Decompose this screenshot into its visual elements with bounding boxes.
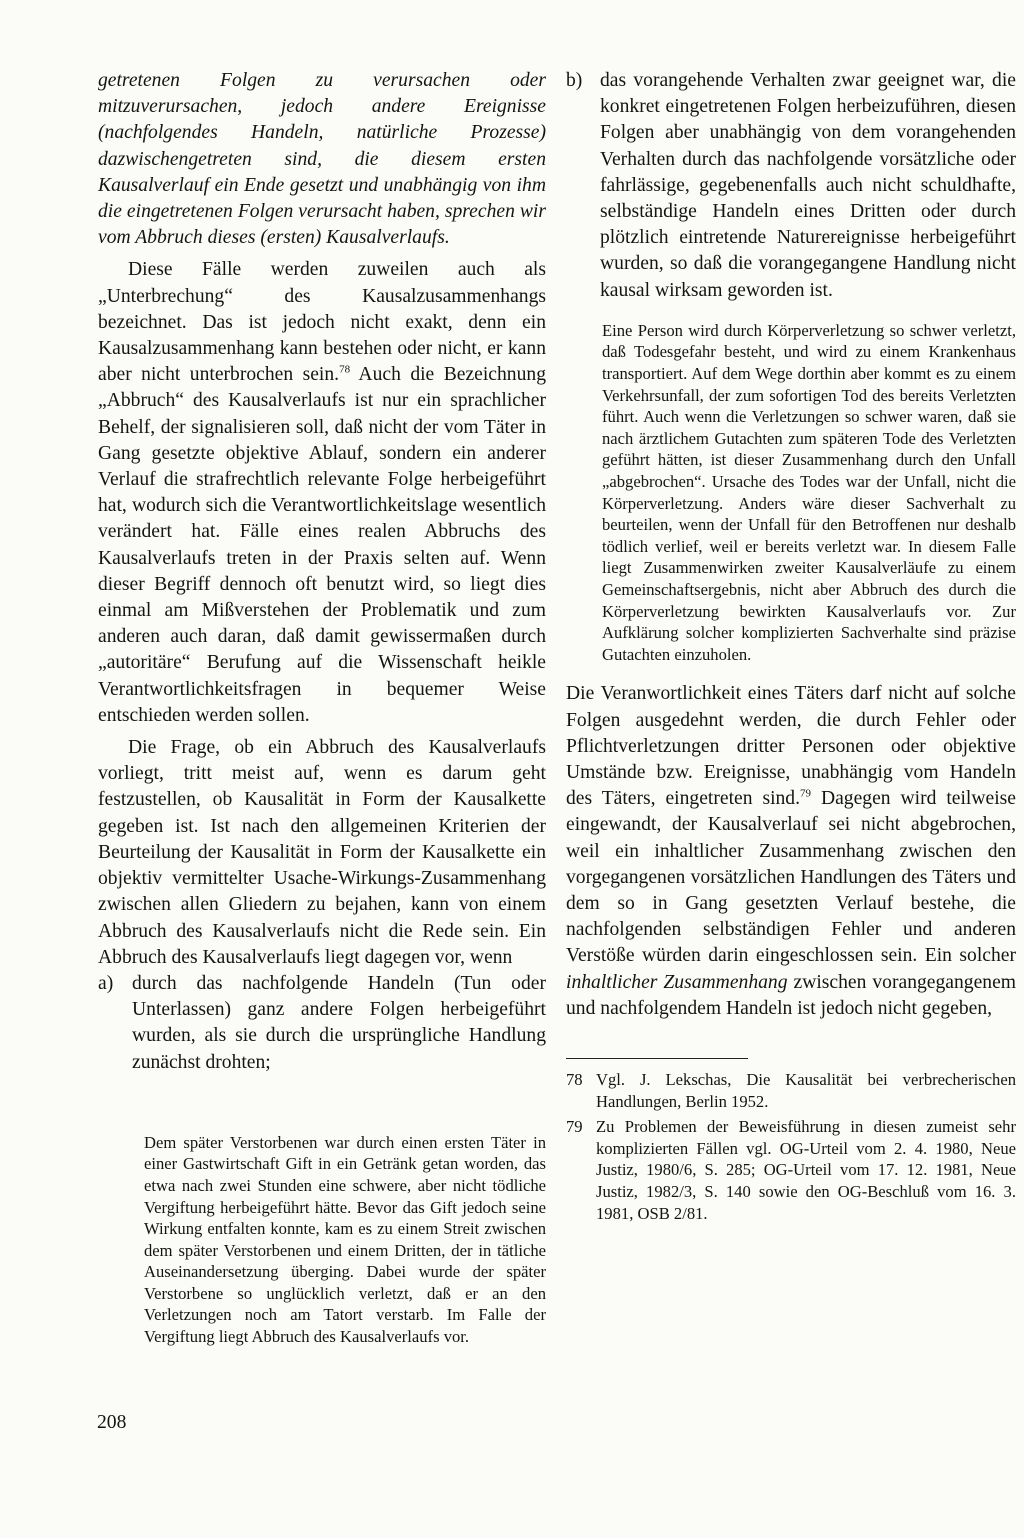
right-column <box>566 68 1016 1228</box>
list-item-text: durch das nachfolgende Handeln (Tun oder Unterlassen) ganz andere Folgen herbeigeführt wurden, als sie durch die ursprüngliche Handlung zunächst drohten; <box>132 972 546 1073</box>
paragraph-text: Die Veranwortlichkeit eines Täters darf nicht auf solche Folgen ausgedehnt werden, die durch Fehler oder Pflichtverletzungen dritter Personen oder objektive Umstände bzw. Ereignisse, unabhängig vom Handeln des Täters, eingetreten sind. <box>566 683 1016 810</box>
footnote-78 <box>566 1069 1016 1112</box>
footnote-marker: 78 <box>566 1069 583 1089</box>
paragraph-frage: Die Frage, ob ein Abbruch des Kausalverlaufs vorliegt, tritt meist auf, wenn es darum geht festzustellen, ob Kausalität in Form der Kausalkette gegeben ist. Ist nach den allgemeinen Kriterien der Beurteilung der Kausalität in Form der Kausalkette ein objektiv vermittelter Usache-Wirkungs-Zusammenhang zwischen allen Gliedern zu bejahen, kann von einem Abbruch des Kausalverlaufs nicht die Rede sein. Ein Abbruch des Kausalverlaufs liegt dagegen vor, wenn <box>98 737 546 968</box>
example-poisoning: Dem später Verstorbenen war durch einen ersten Täter in einer Gastwirtschaft Gift in ein Getränk getan worden, das etwa nach zwei Stunden eine schwere, aber nicht tödliche Vergiftung herbeigeführt hätte. Bevor das Gift jedoch seine Wirkung entfalten konnte, kam es zu einem Streit zwischen dem später Verstorbenen und einem Dritten, der in tätliche Auseinandersetzung überging. Dabei wurde der später Verstorbene so unglücklich verletzt, daß er an den Verletzungen noch am Tatort verstarb. Im Falle der Vergiftung liegt Abbruch des Kausalverlaufs vor. <box>144 1132 546 1347</box>
paragraph-text: Diese Fälle werden zuweilen auch als „Unterbrechung“ des Kausalzusammenhangs bezeichnet. Das ist jedoch nicht exakt, denn ein Kausalzusammenhang kann bestehen oder nicht, er kann aber nicht unterbrochen sein. <box>98 259 546 386</box>
footnote-marker: 79 <box>566 1117 583 1137</box>
paragraph-text-continued: Auch die Bezeichnung „Abbruch“ des Kausalverlaufs ist nur ein sprachlicher Behelf, der signalisieren soll, daß nicht der vom Täter in Gang gesetzte objektive Ablauf, sondern ein anderer Verlauf die strafrechtlich relevante Folge herbeigeführt hat, wodurch sich die Verantwortlichkeitslage wesentlich verändert hat. Fälle eines realen Abbruchs des Kausalverlaufs treten in der Praxis selten auf. Wenn dieser Begriff dennoch oft benutzt wird, so liegt dies einmal am Mißverstehen der Problematik und zum anderen auch daran, daß damit gewissermaßen durch „autoritäre“ Berufung auf die Wissenschaft heikle Verantwortlichkeitsfragen in bequemer Weise entschieden werden sollen. <box>98 364 546 726</box>
footnote-divider <box>566 1058 748 1059</box>
list-item-text: das vorangehende Verhalten zwar geeignet war, die konkret eingetretenen Folgen herbeizuführen, diesen Folgen aber unabhängig von dem vorangehenden Verhalten durch das nachfolgende vorsätzliche oder fahrlässige, gegebenenfalls auch nicht schuldhafte, selbständige Handeln eines Dritten oder durch plötzlich eintretende Naturereignisse herbeigeführt wurden, so daß die vorangegangene Handlung nicht kausal wirksam geworden ist. <box>600 70 1016 301</box>
paragraph-definition: getretenen Folgen zu verursachen oder mitzuverursachen, jedoch andere Ereignisse (nachfolgendes Handeln, natürliche Prozesse) dazwischengetreten sind, die diesem ersten Kausalverlauf ein Ende gesetzt und unabhängig von ihm die eingetretenen Folgen verursacht haben, sprechen wir vom Abbruch dieses (ersten) Kausalverlaufs. <box>98 70 546 249</box>
list-marker: a) <box>98 972 114 994</box>
list-marker: b) <box>566 70 583 91</box>
emphasis-term: inhaltlicher Zusammenhang <box>566 971 788 993</box>
paragraph-text-continued: Dagegen wird teilweise eingewandt, der Kausalverlauf sei nicht abgebrochen, weil ein inhaltlicher Zusammenhang zwischen den vorgegangenen vorsätzlichen Handlungen des Täters und dem so in Gang gesetzten Verlauf bestehe, die nachfolgenden selbständigen Fehler und anderen Verstöße würden darin eingeschlossen sein. Ein solcher <box>566 788 1016 967</box>
example-accident: Eine Person wird durch Körperverletzung so schwer verletzt, daß Todesgefahr besteht, und wird zu einem Krankenhaus transportiert. Auf dem Wege dorthin aber kommt es zu einem Verkehrsunfall, der zum sofortigen Tod des bereits Verletzten führt. Auch wenn die Verletzungen so schwer waren, daß sie nach ärztlichem Gutachten zum späteren Tode des Verletzten geführt hätten, ist dieser Zusammenhang durch den Unfall „abgebrochen“. Ursache des Todes war der Unfall, nicht die Körperverletzung. Anders wäre dieser Sachverhalt zu beurteilen, wenn der Unfall für den Betroffenen nur deshalb tödlich verlief, weil er bereits verletzt war. In diesem Falle liegt Zusammenwirken zweiter Kausalverläufe zu einem Gemeinschaftsergebnis, nicht aber Abbruch des durch die Körperverletzung bewirkten Kausalverlaufs vor. Zur Aufklärung solcher komplizierten Sachverhalte sind präzise Gutachten einzuholen. <box>602 320 1016 664</box>
footnote-ref-78: 78 <box>339 363 351 376</box>
paragraph-text-end: zwischen vorangegangenem und nachfolgendem Handeln ist jedoch nicht gegeben, <box>566 971 1017 1019</box>
footnote-79 <box>566 1116 1016 1224</box>
page-number: 208 <box>97 1412 127 1433</box>
paragraph-unterbrechung <box>98 257 546 729</box>
list-item-a <box>98 971 546 1076</box>
footnote-text: Vgl. J. Lekschas, Die Kausalität bei verbrecherischen Handlungen, Berlin 1952. <box>596 1069 1016 1111</box>
footnote-text: Zu Problemen der Beweisführung in diesen zumeist sehr komplizierten Fällen vgl. OG-Urteil vom 2. 4. 1980, Neue Justiz, 1980/6, S. 285; OG-Urteil vom 17. 12. 1981, Neue Justiz, 1982/3, S. 140 sowie den OG-Beschluß vom 16. 3. 1981, OSB 2/81. <box>596 1117 1016 1223</box>
left-column <box>98 68 546 1348</box>
list-item-b <box>566 68 1016 304</box>
footnote-ref-79: 79 <box>800 787 812 800</box>
paragraph-verantwortlichkeit <box>566 681 1016 1022</box>
